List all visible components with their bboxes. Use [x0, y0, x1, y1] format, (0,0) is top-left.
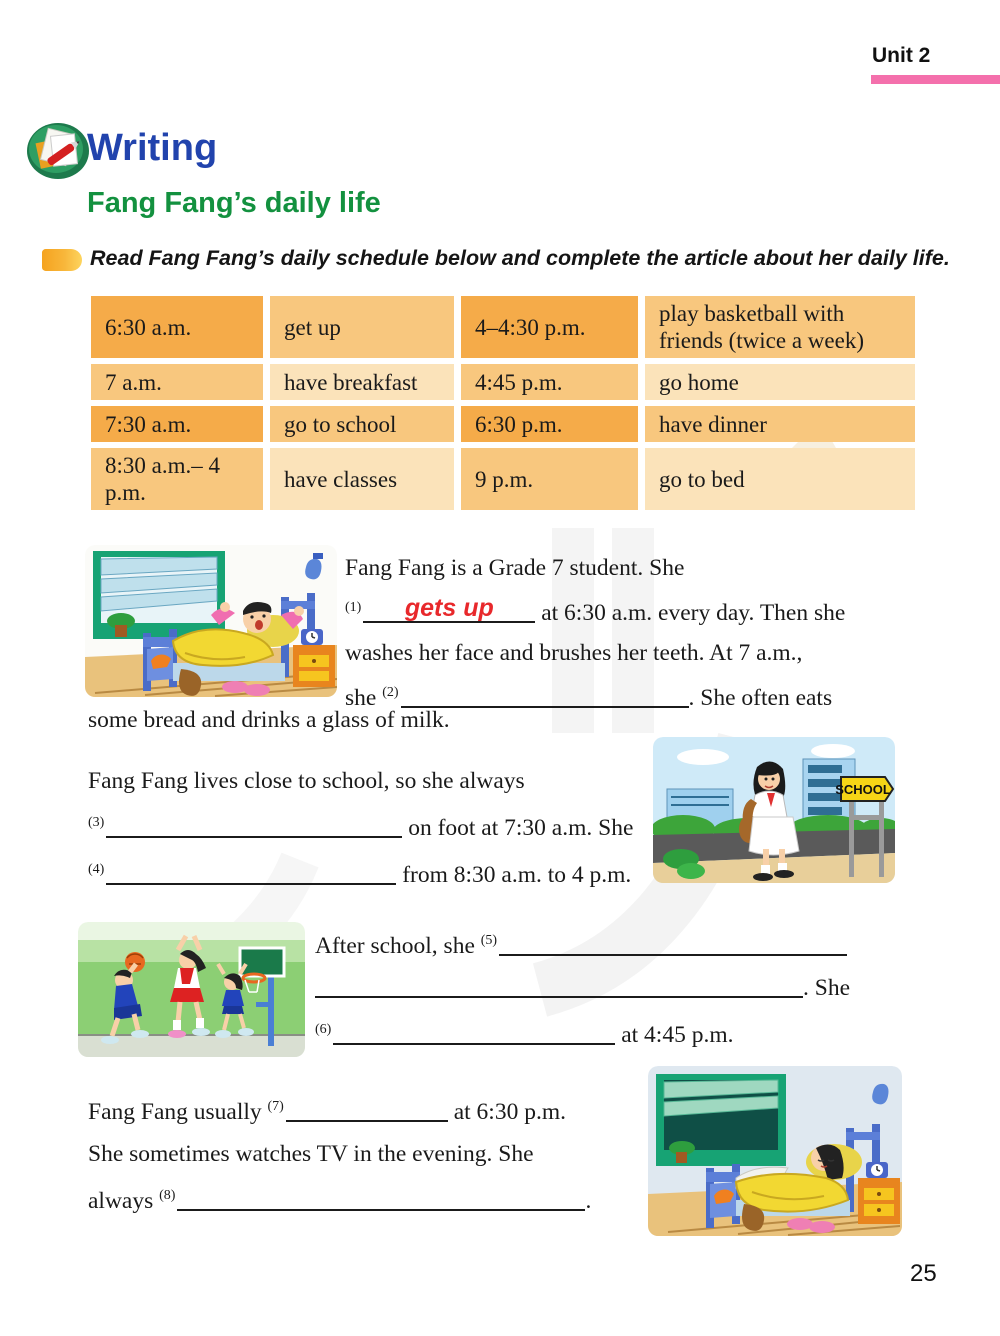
- article-paragraph-3: [315, 920, 935, 1056]
- schedule-cell: go to bed: [645, 448, 915, 510]
- paragraph-text: . She: [803, 975, 850, 1001]
- paragraph-text: some bread and drinks a glass of milk.: [88, 707, 450, 733]
- fill-in-blank-8: [177, 1185, 585, 1211]
- writing-pencil-icon: [26, 119, 90, 183]
- fill-in-blank-3: [106, 812, 402, 838]
- table-row: [91, 364, 915, 400]
- blank-number-8: (8): [159, 1188, 176, 1203]
- paragraph-text: .: [585, 1188, 592, 1214]
- blank-number-3: (3): [88, 815, 105, 830]
- schedule-cell: have classes: [270, 448, 454, 510]
- schedule-cell: 6:30 a.m.: [91, 296, 263, 358]
- blank-number-2: (2): [382, 685, 399, 700]
- schedule-cell: 9 p.m.: [461, 448, 638, 510]
- article-paragraph-1-continued: [88, 700, 450, 740]
- schedule-cell: 7:30 a.m.: [91, 406, 263, 442]
- fill-in-blank-7: [286, 1096, 448, 1122]
- paragraph-text: washes her face and brushes her teeth. At 7 a.m.,: [345, 640, 803, 666]
- instruction-bullet-icon: [42, 249, 82, 271]
- table-row: [91, 448, 915, 510]
- paragraph-text: from 8:30 a.m. to 4 p.m.: [396, 862, 632, 888]
- paragraph-text: always: [88, 1188, 160, 1214]
- table-row: [91, 296, 915, 358]
- paragraph-text: She sometimes watches TV in the evening. She: [88, 1141, 534, 1167]
- article-paragraph-1: [345, 548, 945, 718]
- paragraph-text: Fang Fang is a Grade 7 student. She: [345, 555, 685, 581]
- section-title: Writing: [87, 127, 218, 169]
- illustration-wake-up: [85, 545, 337, 697]
- blank-number-7: (7): [267, 1099, 284, 1114]
- paragraph-text: After school, she: [315, 933, 481, 959]
- schedule-cell: get up: [270, 296, 454, 358]
- lesson-title: Fang Fang’s daily life: [87, 187, 381, 219]
- paragraph-text: she: [345, 685, 383, 711]
- blank-number-5: (5): [480, 933, 498, 948]
- fill-in-blank-6: [333, 1019, 615, 1045]
- schedule-cell: 7 a.m.: [91, 364, 263, 400]
- fill-in-blank-5: [499, 930, 847, 956]
- unit-accent-bar: [871, 75, 1000, 84]
- schedule-cell: play basketball with friends (twice a week): [645, 296, 915, 358]
- paragraph-text: at 4:45 p.m.: [615, 1022, 734, 1048]
- unit-label: Unit 2: [872, 44, 931, 67]
- paragraph-text: Fang Fang usually: [88, 1099, 268, 1125]
- fill-in-blank-5-continued: [315, 972, 803, 998]
- paragraph-text: . She often eats: [688, 685, 833, 711]
- schedule-cell: go home: [645, 364, 915, 400]
- schedule-cell: 4:45 p.m.: [461, 364, 638, 400]
- page-number: 25: [910, 1260, 937, 1287]
- schedule-cell: 8:30 a.m.– 4 p.m.: [91, 448, 263, 510]
- article-paragraph-4: [88, 1086, 688, 1222]
- blank-number-4: (4): [88, 862, 105, 877]
- paragraph-text: on foot at 7:30 a.m. She: [402, 815, 634, 841]
- schedule-cell: 6:30 p.m.: [461, 406, 638, 442]
- handwritten-answer: gets up: [404, 594, 494, 622]
- blank-number-1: (1): [345, 600, 362, 615]
- daily-schedule-table: [84, 290, 922, 516]
- fill-in-blank-1: [363, 594, 535, 623]
- schedule-cell: have breakfast: [270, 364, 454, 400]
- schedule-cell: 4–4:30 p.m.: [461, 296, 638, 358]
- illustration-basketball: [78, 922, 305, 1057]
- paragraph-text: Fang Fang lives close to school, so she always: [88, 768, 525, 794]
- article-paragraph-2: [88, 761, 688, 896]
- illustration-walk-to-school: [653, 737, 895, 883]
- school-sign-label: SCHOOL: [835, 782, 891, 797]
- fill-in-blank-4: [106, 859, 396, 885]
- table-row: [91, 406, 915, 442]
- schedule-cell: have dinner: [645, 406, 915, 442]
- instruction-row: [42, 246, 962, 271]
- blank-number-6: (6): [315, 1022, 332, 1037]
- paragraph-text: at 6:30 p.m.: [447, 1099, 566, 1125]
- paragraph-text: at 6:30 a.m. every day. Then she: [535, 600, 846, 626]
- instruction-text: Read Fang Fang’s daily schedule below and complete the article about her daily life.: [90, 246, 950, 270]
- schedule-cell: go to school: [270, 406, 454, 442]
